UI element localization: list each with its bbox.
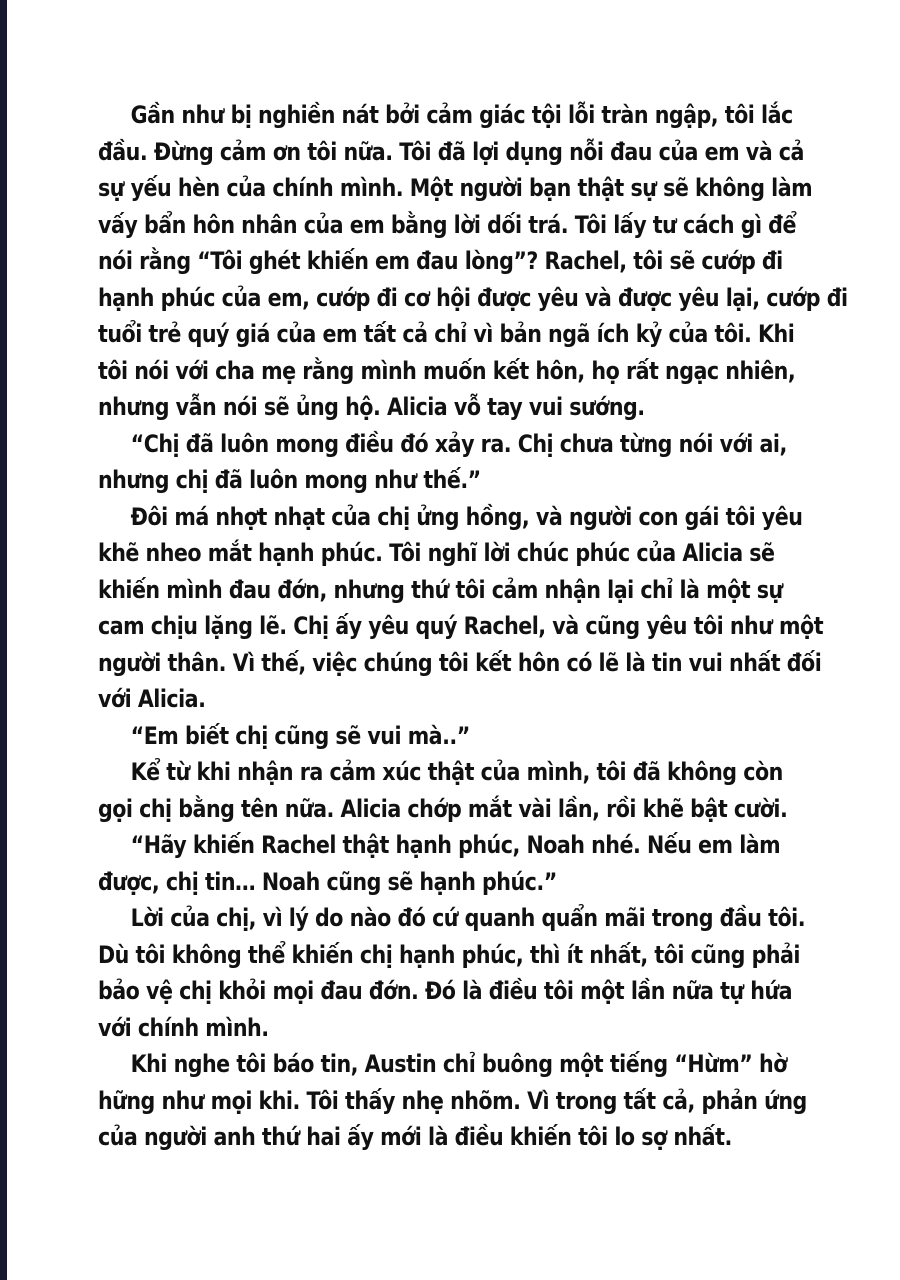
text-line: gọi chị bằng tên nữa. Alicia chớp mắt vài lần, rồi khẽ bật cười. bbox=[98, 794, 788, 823]
text-line: “Hãy khiến Rachel thật hạnh phúc, Noah nhé. Nếu em làm bbox=[130, 831, 781, 859]
text-line: Đôi má nhợt nhạt của chị ửng hồng, và người con gái tôi yêu bbox=[130, 502, 803, 531]
text-line: được, chị tin… Noah cũng sẽ hạnh phúc.” bbox=[98, 867, 557, 896]
text-line: hạnh phúc của em, cướp đi cơ hội được yêu và được yêu lại, cướp đi bbox=[98, 283, 848, 312]
text-line: cam chịu lặng lẽ. Chị ấy yêu quý Rachel, và cũng yêu tôi như một bbox=[98, 612, 824, 640]
text-line: khiến mình đau đớn, nhưng thứ tôi cảm nhận lại chỉ là một sự bbox=[98, 575, 783, 604]
text-line: với Alicia. bbox=[98, 685, 206, 713]
text-line: “Chị đã luôn mong điều đó xảy ra. Chị chưa từng nói với ai, bbox=[130, 429, 787, 458]
text-line: hững như mọi khi. Tôi thấy nhẹ nhõm. Vì trong tất cả, phản ứng bbox=[98, 1086, 807, 1115]
left-border-strip bbox=[0, 0, 7, 1280]
text-line: bảo vệ chị khỏi mọi đau đớn. Đó là điều tôi một lần nữa tự hứa bbox=[98, 977, 793, 1005]
text-line: Gần như bị nghiền nát bởi cảm giác tội lỗi tràn ngập, tôi lắc bbox=[130, 101, 793, 129]
text-line: Kể từ khi nhận ra cảm xúc thật của mình, tôi đã không còn bbox=[130, 758, 783, 786]
text-line: Lời của chị, vì lý do nào đó cứ quanh quẩn mãi trong đầu tôi. bbox=[130, 904, 806, 932]
text-line: Khi nghe tôi báo tin, Austin chỉ buông một tiếng “Hừm” hờ bbox=[130, 1050, 787, 1078]
text-line: với chính mình. bbox=[98, 1013, 269, 1042]
text-line: nói rằng “Tôi ghét khiến em đau lòng”? Rachel, tôi sẽ cướp đi bbox=[98, 247, 783, 275]
text-line: nhưng chị đã luôn mong như thế.” bbox=[98, 466, 481, 494]
text-line: người thân. Vì thế, việc chúng tôi kết hôn có lẽ là tin vui nhất đối bbox=[98, 648, 822, 677]
text-line: khẽ nheo mắt hạnh phúc. Tôi nghĩ lời chúc phúc của Alicia sẽ bbox=[98, 539, 775, 567]
text-line: nhưng vẫn nói sẽ ủng hộ. Alicia vỗ tay vui sướng. bbox=[98, 393, 645, 421]
text-line: của người anh thứ hai ấy mới là điều khiến tôi lo sợ nhất. bbox=[98, 1123, 732, 1151]
text-line: sự yếu hèn của chính mình. Một người bạn thật sự sẽ không làm bbox=[98, 174, 813, 202]
text-line: đầu. Đừng cảm ơn tôi nữa. Tôi đã lợi dụng nỗi đau của em và cả bbox=[98, 137, 804, 166]
text-line: tôi nói với cha mẹ rằng mình muốn kết hôn, họ rất ngạc nhiên, bbox=[98, 356, 796, 385]
text-line: “Em biết chị cũng sẽ vui mà..” bbox=[130, 721, 470, 750]
text-line: vấy bẩn hôn nhân của em bằng lời dối trá. Tôi lấy tư cách gì để bbox=[98, 210, 796, 239]
text-line: tuổi trẻ quý giá của em tất cả chỉ vì bản ngã ích kỷ của tôi. Khi bbox=[98, 320, 795, 348]
text-line: Dù tôi không thể khiến chị hạnh phúc, thì ít nhất, tôi cũng phải bbox=[98, 940, 801, 969]
body-text bbox=[98, 97, 848, 1156]
